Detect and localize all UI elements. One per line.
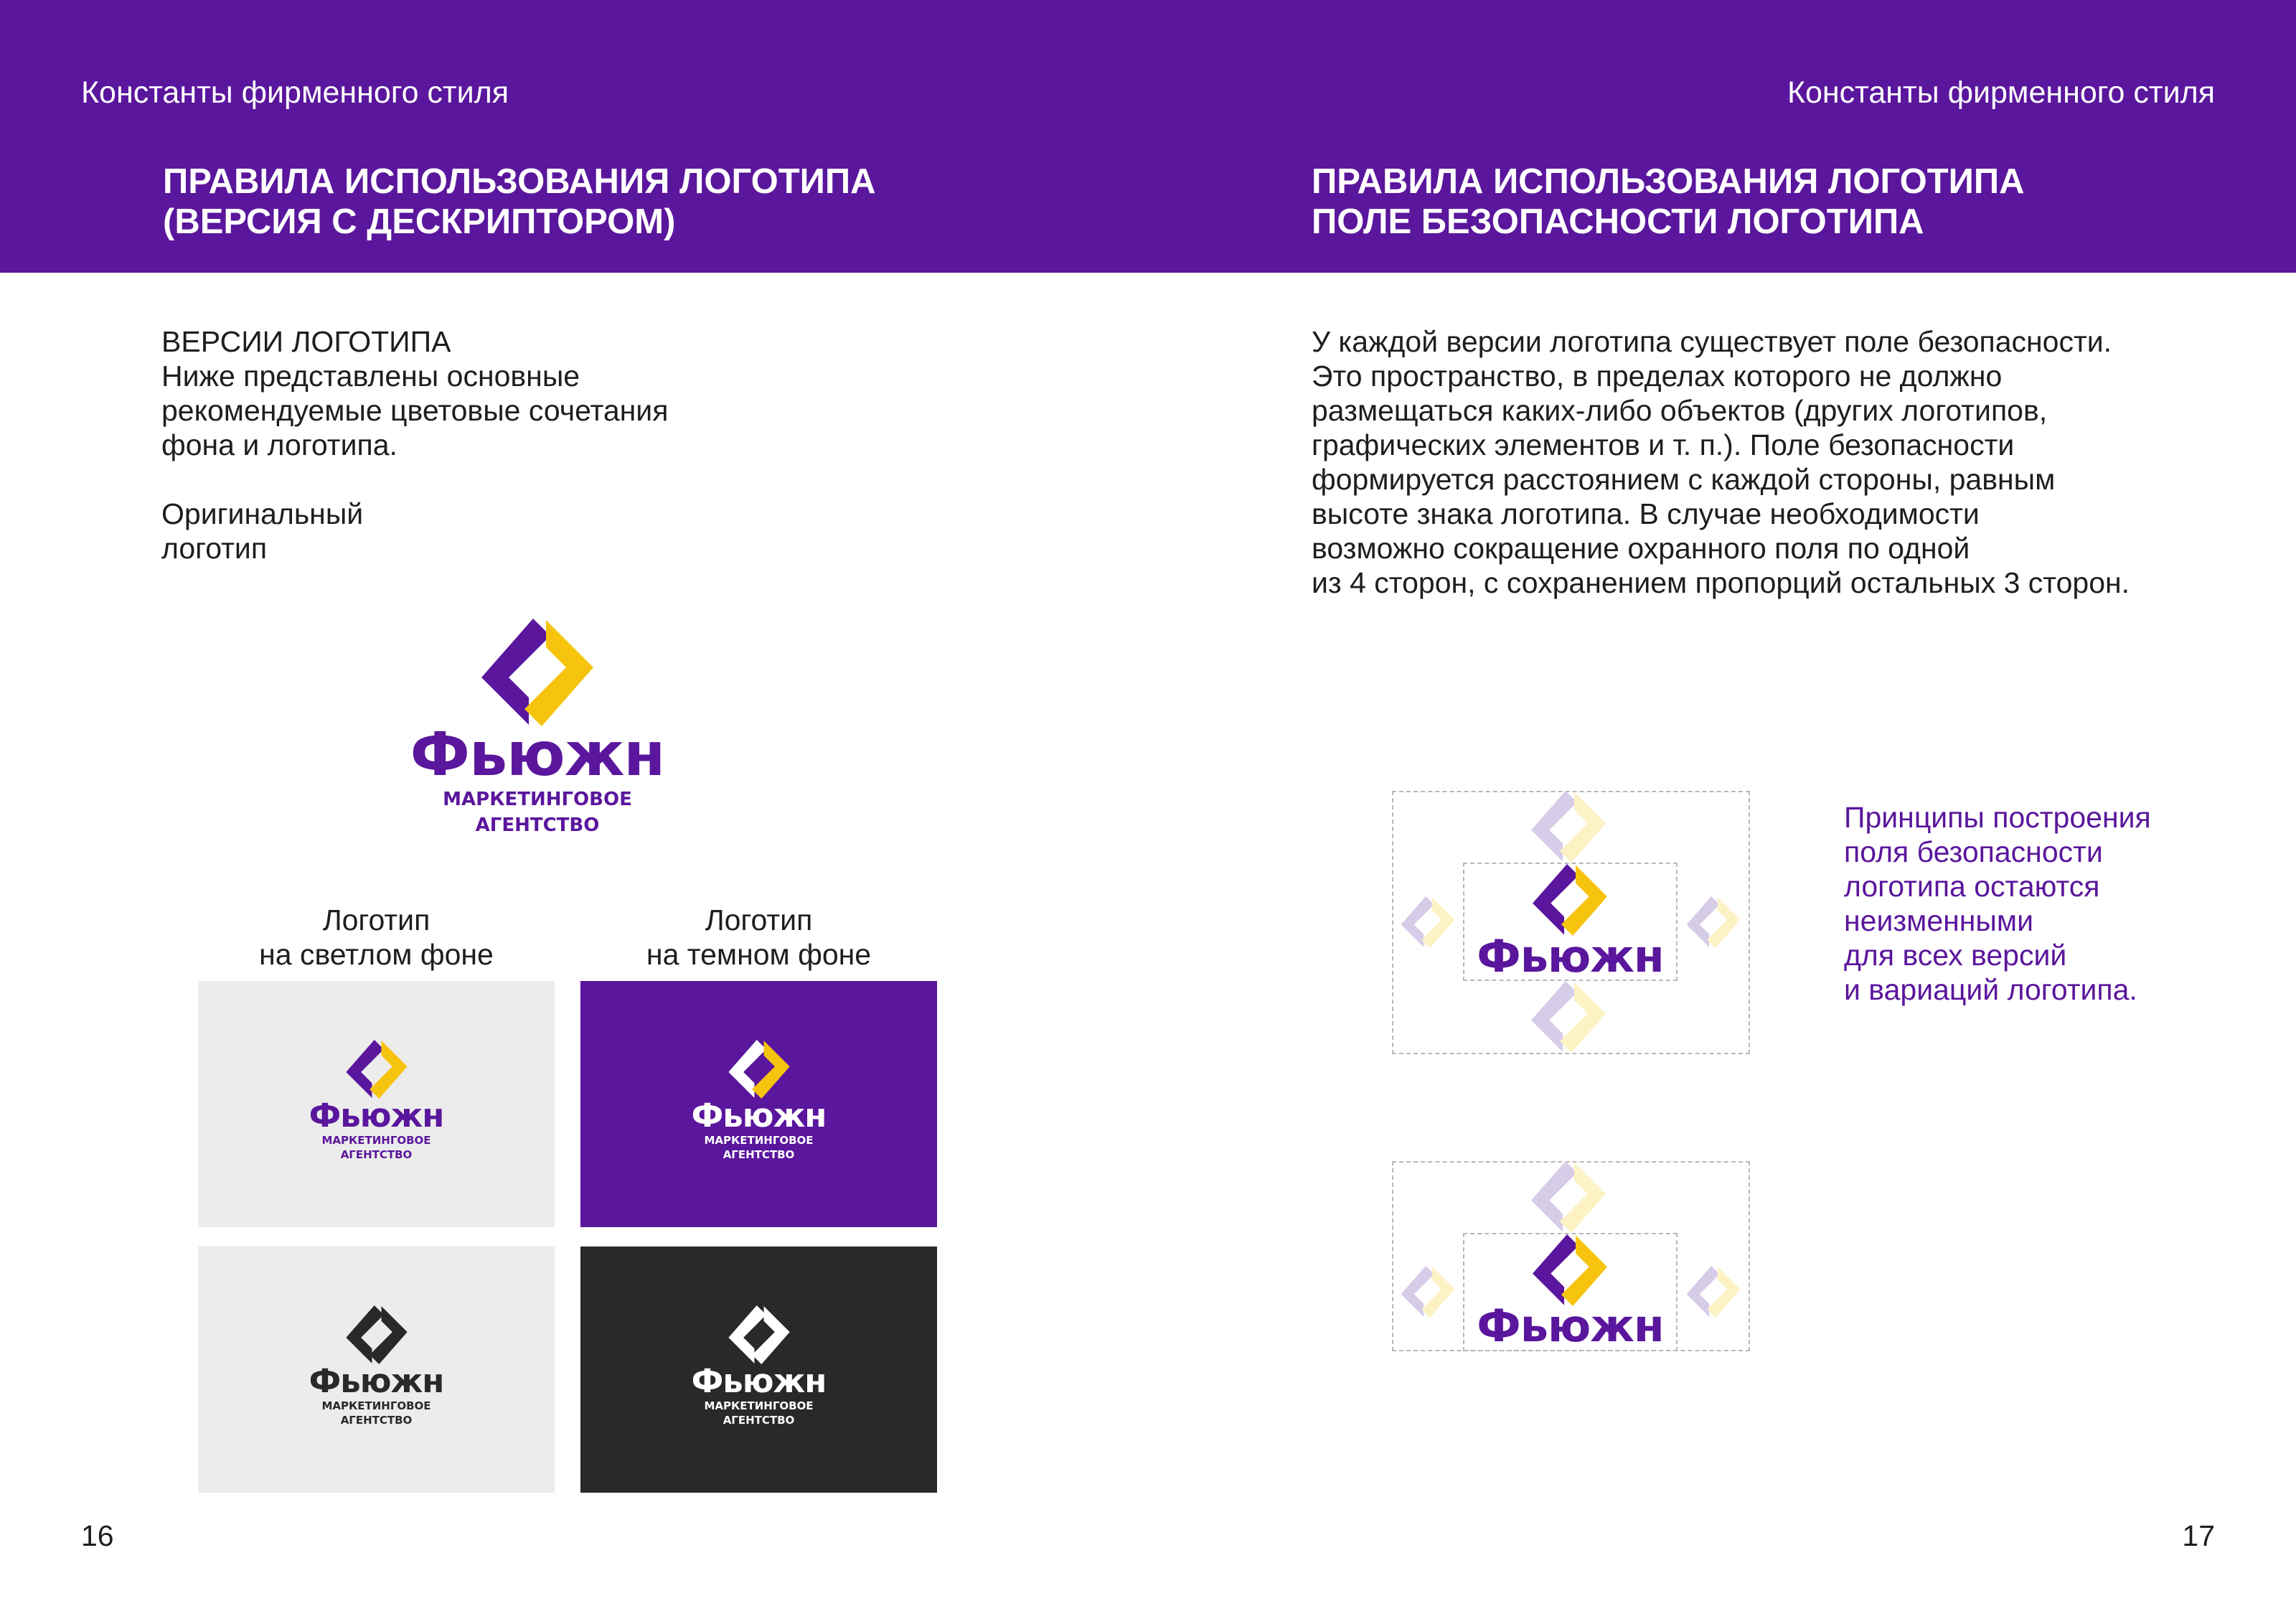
right-page-title: ПРАВИЛА ИСПОЛЬЗОВАНИЯ ЛОГОТИПА ПОЛЕ БЕЗОПАСНОСТИ ЛОГОТИПА xyxy=(1312,162,2025,241)
logo-card-light-mono xyxy=(198,1247,555,1493)
light-bg-caption: Логотип на светлом фоне xyxy=(259,903,494,971)
logo-emblem-icon xyxy=(720,1040,799,1099)
logo-descriptor-line1: МАРКЕТИНГОВОЕ xyxy=(321,1399,431,1412)
logo-wordmark: Фьюжн xyxy=(410,719,665,789)
page-number-right: 17 xyxy=(2182,1519,2215,1552)
logo-descriptor-line2: АГЕНТСТВО xyxy=(340,1148,413,1161)
logo-descriptor-line1: МАРКЕТИНГОВОЕ xyxy=(704,1399,814,1412)
logo-emblem-icon xyxy=(337,1040,416,1099)
original-logo-label: Оригинальный логотип xyxy=(161,497,364,565)
faded-emblem-left-icon xyxy=(1393,1249,1462,1335)
section-label-left: Константы фирменного стиля xyxy=(81,75,509,110)
logo-descriptor-line2: АГЕНТСТВО xyxy=(475,815,600,836)
logo-descriptor-line1: МАРКЕТИНГОВОЕ xyxy=(443,789,632,810)
logo-descriptor-line2: АГЕНТСТВО xyxy=(723,1414,795,1427)
dark-bg-caption: Логотип на темном фоне xyxy=(646,903,872,971)
logo-wordmark: Фьюжн xyxy=(309,1362,444,1400)
logo-emblem-icon xyxy=(1520,1234,1620,1306)
logo-emblem-icon xyxy=(1520,864,1620,936)
logo-descriptor-line2: АГЕНТСТВО xyxy=(723,1148,795,1161)
logo-wordmark: Фьюжн xyxy=(1477,930,1664,982)
faded-emblem-bottom-icon xyxy=(1518,981,1619,1053)
logo-wordmark: Фьюжн xyxy=(1477,1300,1664,1352)
logo-emblem-icon xyxy=(337,1305,416,1364)
logo-card-dark-color xyxy=(580,981,937,1227)
logo-wordmark: Фьюжн xyxy=(691,1097,827,1135)
logo-wordmark: Фьюжн xyxy=(691,1362,827,1400)
versions-description: ВЕРСИИ ЛОГОТИПА Ниже представлены основные рекомендуемые цветовые сочетания фона и логотипа. xyxy=(161,325,669,461)
logo-wordmark: Фьюжн xyxy=(309,1097,444,1135)
original-logo xyxy=(383,619,692,838)
logo-card-light-color xyxy=(198,981,555,1227)
logo-emblem-icon xyxy=(466,619,609,726)
logo-descriptor-line2: АГЕНТСТВО xyxy=(340,1414,413,1427)
logo-card-dark-mono xyxy=(580,1247,937,1493)
faded-emblem-left-icon xyxy=(1393,879,1462,965)
safety-zone-note: Принципы построения поля безопасности логотипа остаются неизменными для всех версий и вариаций логотипа. xyxy=(1844,801,2151,1006)
left-page-title: ПРАВИЛА ИСПОЛЬЗОВАНИЯ ЛОГОТИПА (ВЕРСИЯ С ДЕСКРИПТОРОМ) xyxy=(163,162,876,241)
page-number-left: 16 xyxy=(81,1519,114,1552)
logo-descriptor-line1: МАРКЕТИНГОВОЕ xyxy=(704,1134,814,1147)
faded-emblem-top-icon xyxy=(1518,1161,1619,1233)
faded-emblem-right-icon xyxy=(1679,879,1748,965)
faded-emblem-top-icon xyxy=(1518,791,1619,863)
section-label-right: Константы фирменного стиля xyxy=(1787,75,2215,110)
faded-emblem-right-icon xyxy=(1679,1249,1748,1335)
logo-descriptor-line1: МАРКЕТИНГОВОЕ xyxy=(321,1134,431,1147)
logo-emblem-icon xyxy=(720,1305,799,1364)
safety-zone-description: У каждой версии логотипа существует поле безопасности. Это пространство, в пределах которого не должно размещаться каких-либо объектов (других логотипов, графических элементов и т. п.). Поле безопасности формируется расстоянием с каждой стороны, равным высоте знака логотипа. В случае необходимости возможно сокращение охранного поля по одной из 4 сторон, с сохранением пропорций остальных 3 сторон. xyxy=(1312,325,2130,599)
